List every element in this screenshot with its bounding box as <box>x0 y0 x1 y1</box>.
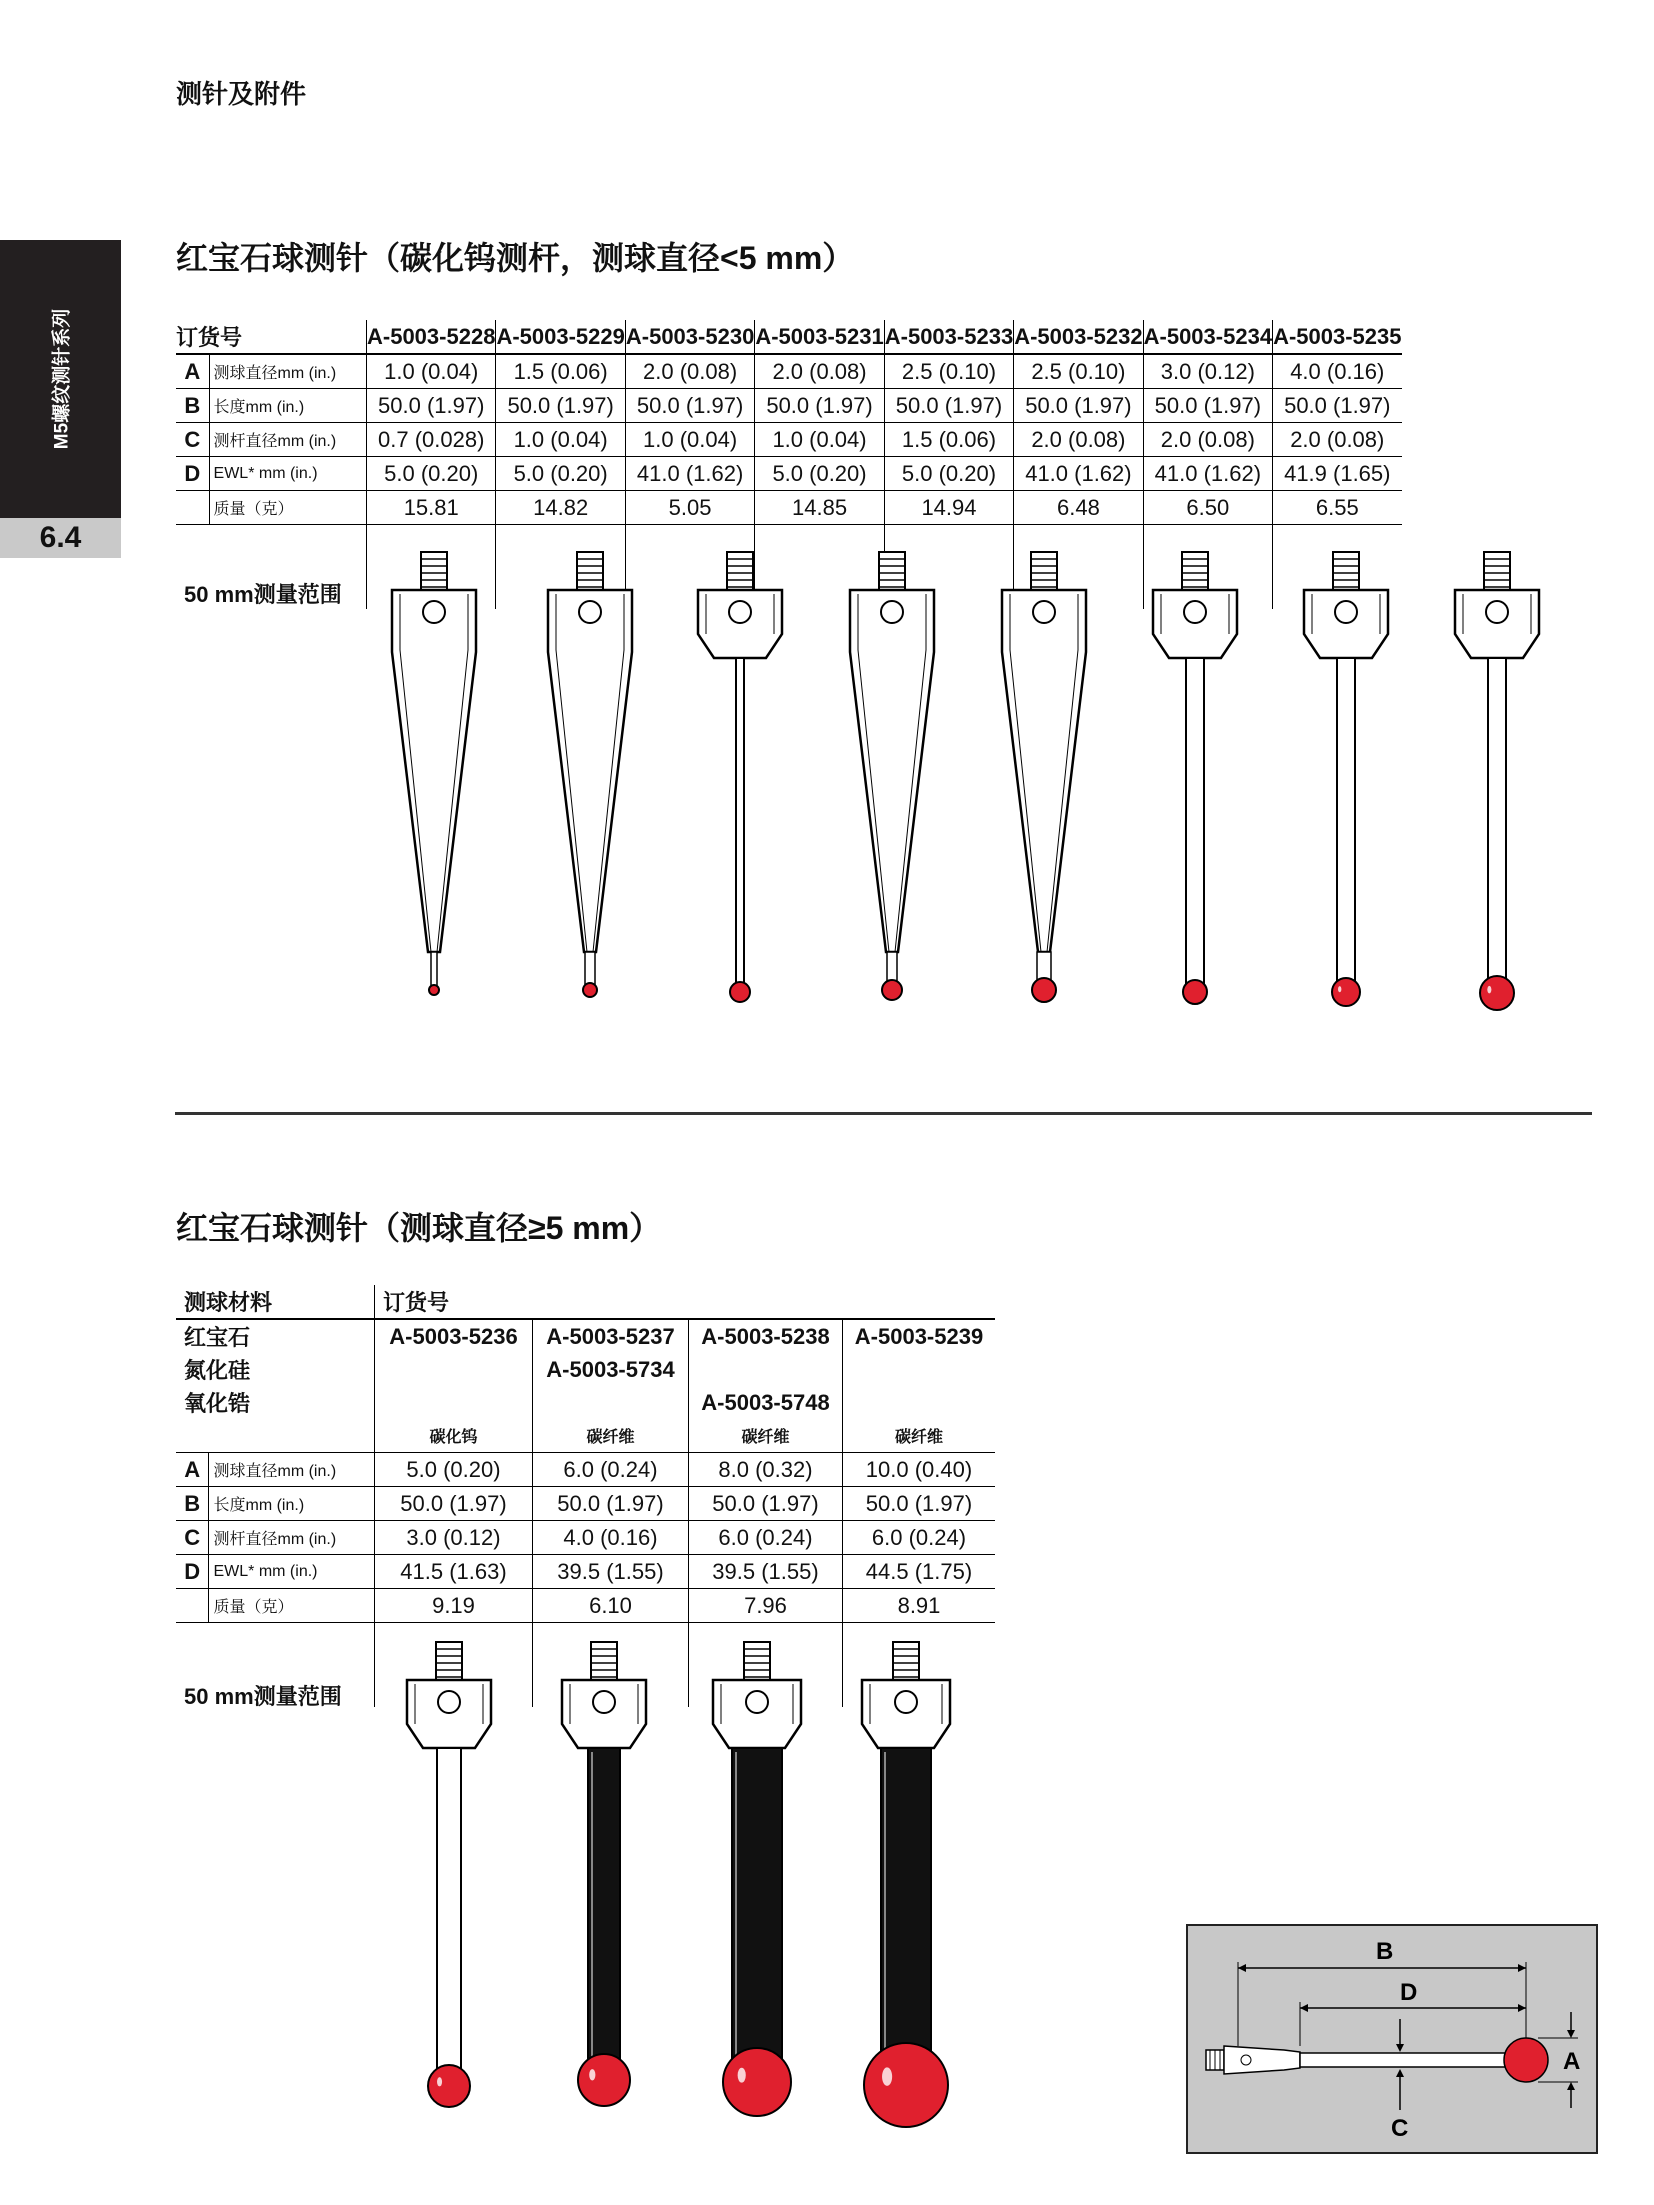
spec-cell: 4.0 (0.16) <box>533 1521 689 1555</box>
order-number-label: 订货号 <box>375 1285 996 1319</box>
spec-cell: 41.5 (1.63) <box>375 1555 533 1589</box>
row-name: 测球直径mm (in.) <box>209 1453 375 1487</box>
stem-material: 碳化钨 <box>375 1419 533 1453</box>
spec-cell: 7.96 <box>689 1589 843 1623</box>
row-name: EWL* mm (in.) <box>209 457 366 491</box>
section2-title: 红宝石球测针（测球直径≥5 mm） <box>176 1210 662 1246</box>
spec-cell: 2.0 (0.08) <box>625 354 754 389</box>
spec-cell: 2.0 (0.08) <box>1273 423 1402 457</box>
spec-cell: 41.0 (1.62) <box>625 457 754 491</box>
row-letter: B <box>176 389 209 423</box>
spec-cell: 4.0 (0.16) <box>1273 354 1402 389</box>
spec-cell: 39.5 (1.55) <box>533 1555 689 1589</box>
spec-cell: 1.5 (0.06) <box>884 423 1013 457</box>
ball-material: 红宝石 <box>184 1325 251 1350</box>
spec-cell: 50.0 (1.97) <box>367 389 496 423</box>
spec-cell: 1.0 (0.04) <box>367 354 496 389</box>
ruby-ball-icon <box>723 2048 791 2116</box>
row-letter: C <box>176 1521 209 1555</box>
spec-cell: 5.05 <box>625 491 754 525</box>
row-letter: D <box>176 1555 209 1589</box>
part-number: A-5003-5734 <box>533 1353 689 1386</box>
spec-cell: 6.10 <box>533 1589 689 1623</box>
dim-label-b: B <box>1376 1938 1394 1965</box>
spec-cell: 6.55 <box>1273 491 1402 525</box>
part-number-header: A-5003-5232 <box>1014 320 1143 354</box>
spec-cell: 1.0 (0.04) <box>496 423 625 457</box>
stem-material: 碳纤维 <box>533 1419 689 1453</box>
part-number-header: A-5003-5231 <box>755 320 884 354</box>
spec-cell: 3.0 (0.12) <box>1143 354 1272 389</box>
ruby-ball-icon <box>428 2065 470 2107</box>
spec-cell: 6.0 (0.24) <box>843 1521 996 1555</box>
spec-cell: 50.0 (1.97) <box>375 1487 533 1521</box>
spec-cell: 44.5 (1.75) <box>843 1555 996 1589</box>
spec-cell: 41.0 (1.62) <box>1014 457 1143 491</box>
spec-cell: 6.50 <box>1143 491 1272 525</box>
spec-cell: 9.19 <box>375 1589 533 1623</box>
part-number: A-5003-5748 <box>689 1386 843 1419</box>
row-name: 长度mm (in.) <box>209 389 366 423</box>
spec-cell: 2.5 (0.10) <box>884 354 1013 389</box>
spec-cell: 14.82 <box>496 491 625 525</box>
spec-cell: 5.0 (0.20) <box>375 1453 533 1487</box>
spec-cell: 50.0 (1.97) <box>496 389 625 423</box>
spec-cell: 50.0 (1.97) <box>1273 389 1402 423</box>
part-number-header: A-5003-5230 <box>625 320 754 354</box>
row-letter: D <box>176 457 209 491</box>
order-number-label: 订货号 <box>176 320 367 354</box>
spec-cell: 10.0 (0.40) <box>843 1453 996 1487</box>
dim-label-d: D <box>1400 1979 1418 2006</box>
part-number: A-5003-5237 <box>533 1319 689 1353</box>
spec-cell: 5.0 (0.20) <box>367 457 496 491</box>
row-name: 测杆直径mm (in.) <box>209 423 366 457</box>
row-letter: A <box>176 354 209 389</box>
ball-material: 氮化硅 <box>184 1358 251 1383</box>
ball-material: 氧化锆 <box>184 1391 251 1416</box>
spec-cell: 2.0 (0.08) <box>755 354 884 389</box>
stylus-icon <box>407 1642 491 2107</box>
part-number-header: A-5003-5229 <box>496 320 625 354</box>
part-number: A-5003-5239 <box>843 1319 996 1353</box>
spec-cell: 50.0 (1.97) <box>755 389 884 423</box>
spec-cell: 50.0 (1.97) <box>843 1487 996 1521</box>
spec-cell: 5.0 (0.20) <box>496 457 625 491</box>
spec-cell: 3.0 (0.12) <box>375 1521 533 1555</box>
section1-title: 红宝石球测针（碳化钨测杆，测球直径<5 mm） <box>176 240 855 276</box>
spec-cell: 2.0 (0.08) <box>1143 423 1272 457</box>
spec-cell: 1.0 (0.04) <box>755 423 884 457</box>
part-number-header: A-5003-5233 <box>884 320 1013 354</box>
material-header: 测球材料 <box>176 1285 375 1319</box>
spec-cell: 50.0 (1.97) <box>625 389 754 423</box>
spec-cell: 14.85 <box>755 491 884 525</box>
dim-label-c: C <box>1391 2115 1409 2142</box>
spec-cell: 6.0 (0.24) <box>689 1521 843 1555</box>
spec-cell: 41.9 (1.65) <box>1273 457 1402 491</box>
spec-cell: 15.81 <box>367 491 496 525</box>
page-header-title: 测针及附件 <box>176 79 307 109</box>
spec-cell: 14.94 <box>884 491 1013 525</box>
row-name: EWL* mm (in.) <box>209 1555 375 1589</box>
spec-cell: 50.0 (1.97) <box>1014 389 1143 423</box>
spec-cell: 5.0 (0.20) <box>755 457 884 491</box>
spec-cell: 50.0 (1.97) <box>884 389 1013 423</box>
stylus-icon <box>862 1642 950 2127</box>
row-name: 质量（克） <box>209 491 366 525</box>
stylus-icon <box>713 1642 801 2116</box>
part-number-header: A-5003-5228 <box>367 320 496 354</box>
section-number: 6.4 <box>0 518 121 558</box>
row-name: 测杆直径mm (in.) <box>209 1521 375 1555</box>
spec-cell: 41.0 (1.62) <box>1143 457 1272 491</box>
stem-material: 碳纤维 <box>843 1419 996 1453</box>
row-name: 质量（克） <box>209 1589 375 1623</box>
spec-cell: 1.5 (0.06) <box>496 354 625 389</box>
spec-cell: 1.0 (0.04) <box>625 423 754 457</box>
ruby-ball-icon <box>864 2043 948 2127</box>
dim-label-a: A <box>1563 2048 1581 2075</box>
dimension-diagram <box>1186 1924 1598 2154</box>
row-name: 长度mm (in.) <box>209 1487 375 1521</box>
spec-cell: 50.0 (1.97) <box>689 1487 843 1521</box>
row-letter: C <box>176 423 209 457</box>
spec-cell: 6.48 <box>1014 491 1143 525</box>
section2-range-label: 50 mm测量范围 <box>184 1684 342 1709</box>
part-number-header: A-5003-5234 <box>1143 320 1272 354</box>
spec-cell: 5.0 (0.20) <box>884 457 1013 491</box>
row-letter: A <box>176 1453 209 1487</box>
part-number: A-5003-5236 <box>375 1319 533 1353</box>
spec-cell: 50.0 (1.97) <box>533 1487 689 1521</box>
spec-cell: 8.91 <box>843 1589 996 1623</box>
row-letter: B <box>176 1487 209 1521</box>
spec-cell: 8.0 (0.32) <box>689 1453 843 1487</box>
spec-cell: 2.5 (0.10) <box>1014 354 1143 389</box>
spec-cell: 39.5 (1.55) <box>689 1555 843 1589</box>
section1-range-label: 50 mm测量范围 <box>184 582 342 607</box>
stem-material: 碳纤维 <box>689 1419 843 1453</box>
side-tab-label: M5螺纹测针系列 <box>51 308 73 450</box>
row-name: 测球直径mm (in.) <box>209 354 366 389</box>
spec-cell: 0.7 (0.028) <box>367 423 496 457</box>
spec-cell: 2.0 (0.08) <box>1014 423 1143 457</box>
part-number: A-5003-5238 <box>689 1319 843 1353</box>
ruby-ball-icon <box>1504 2038 1548 2082</box>
spec-cell: 6.0 (0.24) <box>533 1453 689 1487</box>
ruby-ball-icon <box>578 2054 630 2106</box>
part-number-header: A-5003-5235 <box>1273 320 1402 354</box>
spec-cell: 50.0 (1.97) <box>1143 389 1272 423</box>
stylus-icon <box>562 1642 646 2106</box>
